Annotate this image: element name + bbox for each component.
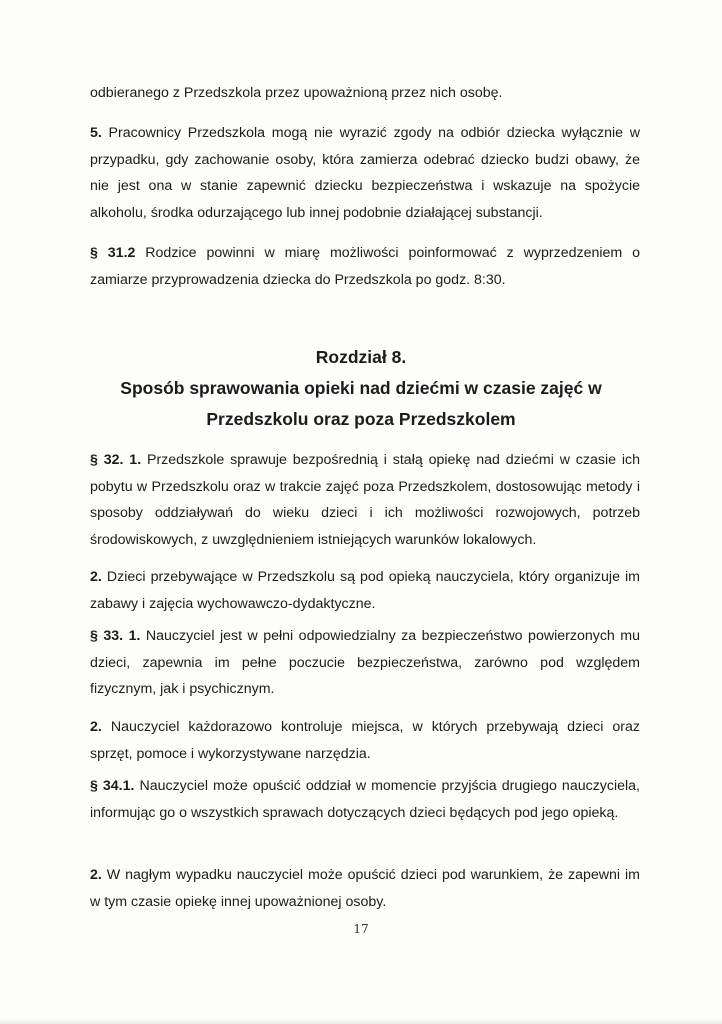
chapter-number: Rozdział 8. bbox=[315, 347, 407, 367]
paragraph-continuation bbox=[90, 80, 640, 107]
section-31-2 bbox=[90, 240, 640, 293]
section-number: 2. bbox=[90, 719, 102, 735]
section-text: Nauczyciel jest w pełni odpowiedzialny za bezpieczeństwo powierzonych mu dzieci, zapewnia im pełne poczucie bezpieczeństwa, zarówno pod względem fizycznym, jak i psychicznym. bbox=[90, 628, 640, 697]
section-number: § 33. 1. bbox=[90, 628, 141, 644]
section-text: Nauczyciel każdorazowo kontroluje miejsca, w których przebywają dzieci oraz sprzęt, pomoce i wykorzystywane narzędzia. bbox=[90, 719, 640, 762]
section-33-2 bbox=[90, 714, 640, 767]
paragraph-5 bbox=[90, 120, 640, 226]
section-text: Nauczyciel może opuścić oddział w momencie przyjścia drugiego nauczyciela, informując go o wszystkich sprawach dotyczących dzieci będących pod jego opieką. bbox=[90, 778, 640, 821]
paragraph-text: odbieranego z Przedszkola przez upoważnioną przez nich osobę. bbox=[90, 85, 503, 101]
section-34-2 bbox=[90, 862, 640, 915]
section-33-1 bbox=[90, 623, 640, 703]
paragraph-text: Pracownicy Przedszkola mogą nie wyrazić zgody na odbiór dziecka wyłącznie w przypadku, gdy zachowanie osoby, która zamierza odebrać dziecko budzi obawy, że nie jest ona w stanie zapewnić dziecku bezpieczeństwa i wskazuje na spożycie alkoholu, środka odurzającego lub innej podobnie działającej substancji. bbox=[90, 125, 640, 221]
section-32-2 bbox=[90, 564, 640, 617]
section-number: § 34.1. bbox=[90, 778, 135, 794]
section-text: W nagłym wypadku nauczyciel może opuścić dzieci pod warunkiem, że zapewni im w tym czasie opiekę innej upoważnionej osoby. bbox=[90, 867, 640, 910]
section-text: Przedszkole sprawuje bezpośrednią i stałą opiekę nad dziećmi w czasie ich pobytu w Przedszkolu oraz w trakcie zajęć poza Przedszkolem, dostosowując metody i sposoby oddziaływań do wieku dzieci i ich możliwości rozwojowych, potrzeb środowiskowych, z uwzględnieniem istniejących warunków lokalowych. bbox=[90, 452, 640, 548]
section-text: Rodzice powinni w miarę możliwości poinformować z wyprzedzeniem o zamiarze przyprowadzenia dziecka do Przedszkola po godz. 8:30. bbox=[90, 245, 640, 288]
scan-edge bbox=[0, 1018, 722, 1024]
section-number: § 31.2 bbox=[90, 245, 136, 261]
paragraph-number: 5. bbox=[90, 125, 102, 141]
section-34-1 bbox=[90, 773, 640, 826]
section-text: Dzieci przebywające w Przedszkolu są pod opieką nauczyciela, który organizuje im zabawy i zajęcia wychowawczo-dydaktyczne. bbox=[90, 569, 640, 612]
section-number: 2. bbox=[90, 867, 102, 883]
section-number: 2. bbox=[90, 569, 102, 585]
chapter-title-line-1: Sposób sprawowania opieki nad dziećmi w czasie zajęć w bbox=[120, 378, 602, 398]
section-number: § 32. 1. bbox=[90, 452, 142, 468]
section-32-1 bbox=[90, 447, 640, 553]
page-number: 17 bbox=[353, 922, 369, 936]
chapter-title-line-2: Przedszkolu oraz poza Przedszkolem bbox=[206, 409, 516, 429]
